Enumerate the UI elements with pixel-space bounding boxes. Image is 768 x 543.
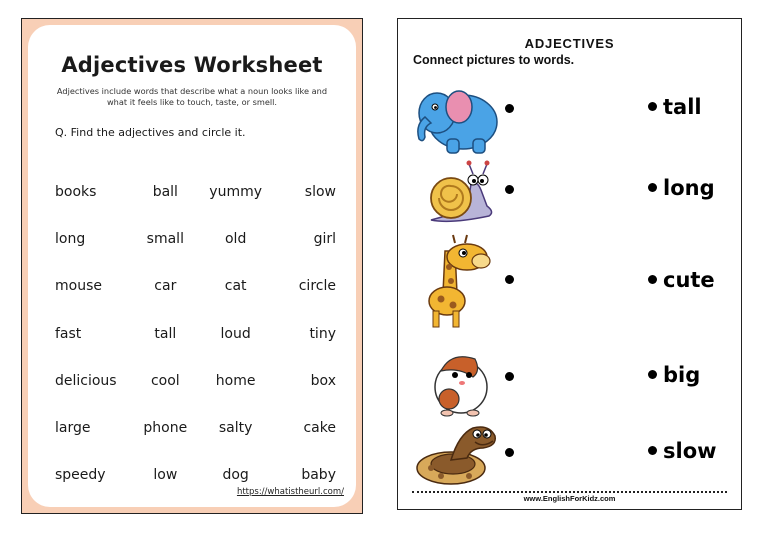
word-cell: loud (220, 325, 251, 342)
word-cell: speedy (55, 467, 106, 484)
worksheet-question: Q. Find the adjectives and circle it. (55, 126, 246, 139)
word-row (55, 215, 336, 262)
word-cell: car (154, 278, 177, 295)
word-cell: cake (303, 420, 336, 437)
word-cell: baby (301, 467, 336, 484)
answer-word-label: slow (663, 439, 717, 463)
word-row (55, 404, 336, 451)
match-dot[interactable] (505, 448, 514, 457)
worksheet-title: Adjectives Worksheet (61, 53, 323, 77)
word-cell: phone (143, 420, 188, 437)
word-cell: cool (150, 372, 180, 389)
giraffe-icon (411, 231, 501, 331)
adjectives-worksheet-right (397, 18, 742, 510)
match-dot[interactable] (648, 102, 657, 111)
word-row (55, 263, 336, 310)
word-cell: fast (55, 325, 82, 342)
word-cell: slow (304, 183, 336, 200)
answer-word-label: cute (663, 268, 715, 292)
word-cell: mouse (55, 278, 102, 295)
match-dot[interactable] (648, 370, 657, 379)
match-dot[interactable] (648, 446, 657, 455)
word-row (55, 310, 336, 357)
word-row (55, 357, 336, 404)
word-cell: dog (222, 467, 249, 484)
match-dot[interactable] (505, 104, 514, 113)
word-cell: small (146, 230, 184, 247)
word-cell: circle (298, 278, 336, 295)
answer-word (648, 268, 715, 292)
word-row (55, 168, 336, 215)
word-cell: yummy (209, 183, 263, 200)
word-cell: salty (218, 420, 253, 437)
adjectives-worksheet-left (21, 18, 363, 514)
word-cell: tiny (309, 325, 336, 342)
footer-divider (412, 491, 727, 493)
snake-icon (411, 414, 506, 489)
match-dot[interactable] (648, 183, 657, 192)
answer-word (648, 363, 700, 387)
answer-word-label: tall (663, 95, 702, 119)
word-cell: box (310, 372, 336, 389)
word-cell: cat (224, 278, 247, 295)
answer-word-label: long (663, 176, 715, 200)
word-cell: low (153, 467, 178, 484)
worksheet-paper (28, 25, 356, 507)
elephant-icon (411, 77, 501, 157)
answer-word (648, 95, 702, 119)
match-dot[interactable] (505, 372, 514, 381)
word-cell: long (55, 230, 86, 247)
snail-icon (411, 154, 501, 234)
worksheet-title: ADJECTIVES (524, 36, 615, 51)
word-cell: tall (154, 325, 177, 342)
word-cell: girl (313, 230, 336, 247)
word-grid (55, 168, 336, 499)
word-cell: delicious (55, 372, 117, 389)
worksheet-instructions: Connect pictures to words. (413, 53, 575, 67)
worksheet-url-link[interactable]: https://whatistheurl.com/ (236, 487, 344, 497)
word-cell: books (55, 183, 97, 200)
match-dot[interactable] (648, 275, 657, 284)
answer-word (648, 439, 717, 463)
worksheet-description: Adjectives include words that describe what a noun looks like and what it feels like to touch, taste, or smell. (56, 86, 328, 107)
match-dot[interactable] (505, 275, 514, 284)
word-cell: home (215, 372, 256, 389)
answer-word (648, 176, 715, 200)
hamster-icon (411, 337, 501, 417)
answer-word-label: big (663, 363, 701, 387)
word-cell: ball (152, 183, 178, 200)
match-dot[interactable] (505, 185, 514, 194)
word-cell: old (224, 230, 247, 247)
word-cell: large (55, 420, 91, 437)
footer-website: www.EnglishForKidz.com (523, 494, 616, 503)
